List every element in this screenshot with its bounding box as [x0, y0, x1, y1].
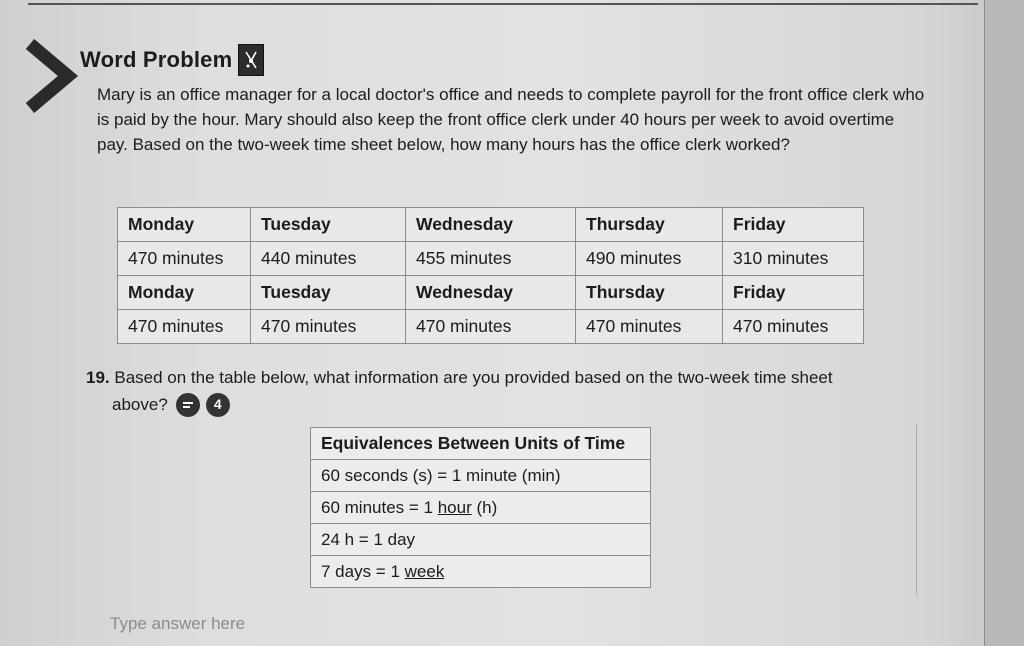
equivalences-table — [310, 427, 651, 588]
chevron-right-icon — [22, 38, 80, 114]
week-link[interactable]: week — [404, 561, 445, 581]
minutes-cell: 470 minutes — [118, 242, 251, 276]
day-cell: Monday — [118, 276, 251, 310]
equivalence-row — [311, 556, 651, 588]
day-cell: Friday — [723, 276, 864, 310]
timesheet-table — [117, 207, 864, 344]
day-cell: Wednesday — [406, 208, 576, 242]
equivalence-text: (h) — [471, 497, 498, 517]
question-text-line2: above? — [112, 395, 168, 414]
day-cell: Thursday — [576, 276, 723, 310]
minutes-cell: 470 minutes — [118, 310, 251, 344]
equivalence-row: 24 h = 1 day — [311, 524, 651, 556]
equivalence-text: 7 days = 1 — [321, 561, 405, 581]
week1-minutes-row — [118, 242, 864, 276]
side-divider — [916, 425, 917, 595]
lines-icon — [182, 400, 194, 410]
audio-icon[interactable] — [238, 44, 264, 76]
week2-minutes-row — [118, 310, 864, 344]
count-badge[interactable]: 4 — [206, 393, 230, 417]
section-header — [80, 44, 264, 76]
day-cell: Tuesday — [251, 276, 406, 310]
section-title: Word Problem — [80, 47, 233, 72]
equivalence-row — [311, 492, 651, 524]
answer-input[interactable]: Type answer here — [110, 614, 246, 633]
minutes-cell: 440 minutes — [251, 242, 406, 276]
pointer-icon — [242, 49, 260, 71]
question-text-line1: Based on the table below, what information are you provided based on the two-week time sheet — [114, 368, 833, 387]
day-cell: Friday — [723, 208, 864, 242]
minutes-cell: 490 minutes — [576, 242, 723, 276]
week2-days-row — [118, 276, 864, 310]
question-number: 19. — [86, 368, 110, 387]
week1-days-row — [118, 208, 864, 242]
day-cell: Monday — [118, 208, 251, 242]
minutes-cell: 470 minutes — [576, 310, 723, 344]
comment-icon[interactable] — [176, 393, 200, 417]
question-19 — [86, 364, 886, 418]
minutes-cell: 470 minutes — [723, 310, 864, 344]
hour-link[interactable]: hour — [437, 497, 472, 517]
minutes-cell: 455 minutes — [406, 242, 576, 276]
day-cell: Wednesday — [406, 276, 576, 310]
top-divider — [28, 3, 978, 5]
screen-edge — [984, 0, 1024, 646]
problem-text: Mary is an office manager for a local doctor's office and needs to complete payroll for the front office clerk who is paid by the hour. Mary should also keep the front office clerk under 40 hours per week to avoid overtime pay. Based on the two-week time sheet below, how many hours has the office clerk worked? — [97, 85, 925, 154]
minutes-cell: 470 minutes — [251, 310, 406, 344]
equivalence-row: 60 seconds (s) = 1 minute (min) — [311, 460, 651, 492]
day-cell: Tuesday — [251, 208, 406, 242]
equivalence-text: 60 minutes = 1 — [321, 497, 438, 517]
problem-statement — [97, 82, 927, 157]
equivalences-header: Equivalences Between Units of Time — [311, 428, 651, 460]
minutes-cell: 470 minutes — [406, 310, 576, 344]
day-cell: Thursday — [576, 208, 723, 242]
minutes-cell: 310 minutes — [723, 242, 864, 276]
